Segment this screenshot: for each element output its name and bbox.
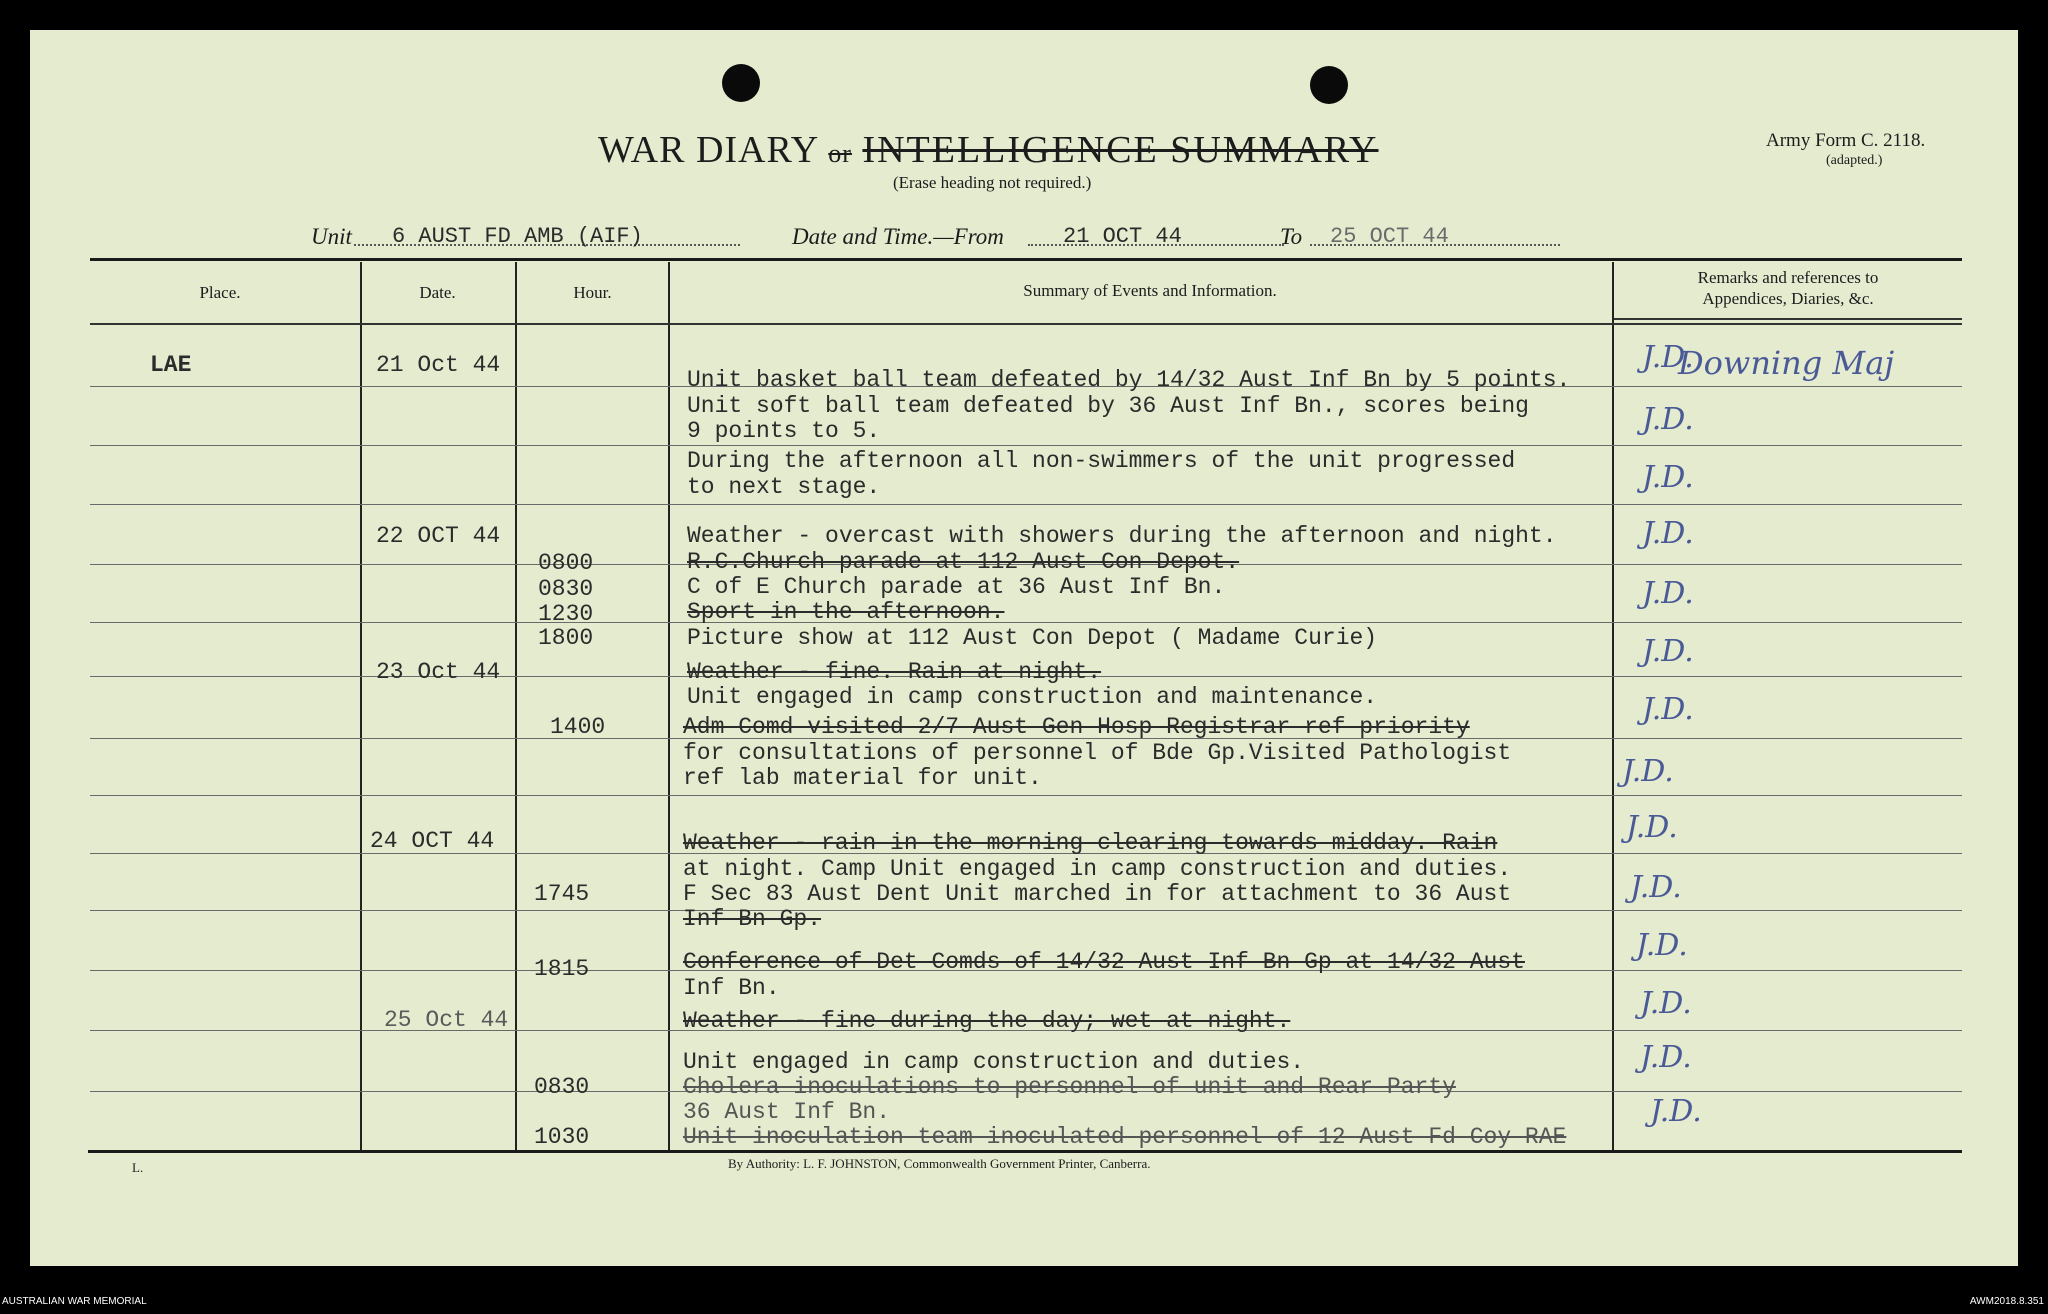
title-main: WAR DIARY <box>598 129 818 171</box>
summary-line: ref lab material for unit. <box>683 765 1042 791</box>
date-cell: 24 OCT 44 <box>370 828 495 854</box>
archive-credit: AUSTRALIAN WAR MEMORIAL <box>2 1296 147 1307</box>
hour-cell: 1030 <box>534 1124 590 1150</box>
date-cell: 21 Oct 44 <box>376 352 501 378</box>
initials-handwritten: J.D. <box>1640 986 1692 1021</box>
initials-handwritten: J.D. <box>1642 340 1694 375</box>
punch-hole <box>722 64 760 102</box>
summary-line: Inf Bn Gp. <box>683 906 822 932</box>
hour-cell: 1745 <box>534 881 590 907</box>
initials-handwritten: J.D. <box>1642 516 1694 551</box>
remarks-header-rule <box>1614 318 1962 320</box>
summary-line: Weather - overcast with showers during the afternoon and night. <box>687 523 1557 549</box>
summary-line: C of E Church parade at 36 Aust Inf Bn. <box>687 574 1226 600</box>
hour-cell: 1815 <box>534 956 590 982</box>
title-or: or <box>828 139 852 168</box>
summary-line: at night. Camp Unit engaged in camp construction and duties. <box>683 856 1512 882</box>
initials-handwritten: J.D. <box>1626 810 1678 845</box>
summary-line: Cholera inoculations to personnel of unit and Rear Party <box>683 1074 1456 1100</box>
col-header-place: Place. <box>199 283 241 302</box>
hour-cell: 0830 <box>534 1074 590 1100</box>
col-header-remarks-1: Remarks and references to <box>1697 268 1879 287</box>
hour-cell: 0800 <box>538 550 594 576</box>
col-header-date: Date. <box>419 283 456 302</box>
summary-line: Unit basket ball team defeated by 14/32 Aust Inf Bn by 5 points. <box>687 367 1571 393</box>
date-cell: 25 Oct 44 <box>384 1007 509 1033</box>
printer-authority: By Authority: L. F. JOHNSTON, Commonwealth Government Printer, Canberra. <box>728 1156 1151 1171</box>
initials-handwritten: J.D. <box>1640 1040 1692 1075</box>
header-rule <box>90 323 1962 325</box>
ruled-line <box>90 622 1962 623</box>
table-top-rule <box>90 258 1962 261</box>
hour-cell: 1800 <box>538 625 594 651</box>
to-value: 25 OCT 44 <box>1330 224 1449 249</box>
initials-handwritten: J.D. <box>1630 870 1682 905</box>
initials-handwritten: J.D. <box>1650 1094 1702 1129</box>
erase-note: (Erase heading not required.) <box>893 173 1092 192</box>
ruled-line <box>90 445 1962 446</box>
date-cell: 23 Oct 44 <box>376 659 501 685</box>
table-bottom-rule <box>88 1150 1962 1153</box>
summary-line: 36 Aust Inf Bn. <box>683 1099 891 1125</box>
page-title <box>598 128 1378 172</box>
punch-hole <box>1310 66 1348 104</box>
summary-line: Sport in the afternoon. <box>687 599 1005 625</box>
to-label: To <box>1280 224 1303 249</box>
ruled-line <box>90 795 1962 796</box>
summary-line: Unit soft ball team defeated by 36 Aust Inf Bn., scores being <box>687 393 1529 419</box>
unit-value: 6 AUST FD AMB (AIF) <box>392 224 643 249</box>
summary-line: Unit inoculation team inoculated personnel of 12 Aust Fd Coy RAE <box>683 1124 1567 1150</box>
summary-line: Weather - rain in the morning clearing towards midday. Rain <box>683 830 1498 856</box>
title-struck: INTELLIGENCE SUMMARY <box>862 129 1379 171</box>
form-mark: L. <box>132 1160 144 1175</box>
initials-handwritten: J.D. <box>1622 754 1674 789</box>
column-divider <box>515 262 517 1150</box>
summary-line: R.C.Church parade at 112 Aust Con Depot. <box>687 549 1240 575</box>
summary-line: Unit engaged in camp construction and maintenance. <box>687 684 1378 710</box>
summary-line: Inf Bn. <box>683 975 780 1001</box>
column-divider <box>668 262 670 1150</box>
summary-line: Unit engaged in camp construction and duties. <box>683 1049 1305 1075</box>
summary-line: to next stage. <box>687 474 881 500</box>
signature-handwritten: Downing Maj <box>1678 344 1895 382</box>
ruled-line <box>90 910 1962 911</box>
initials-handwritten: J.D. <box>1636 928 1688 963</box>
date-time-label: Date and Time.—From <box>792 224 1004 249</box>
summary-line: 9 points to 5. <box>687 418 881 444</box>
unit-label: Unit <box>311 224 352 249</box>
initials-handwritten: J.D. <box>1642 576 1694 611</box>
col-header-hour: Hour. <box>573 283 612 302</box>
from-value: 21 OCT 44 <box>1063 224 1182 249</box>
summary-line: Picture show at 112 Aust Con Depot ( Madame Curie) <box>687 625 1378 651</box>
summary-line: Conference of Det Comds of 14/32 Aust Inf Bn Gp at 14/32 Aust <box>683 949 1525 975</box>
initials-handwritten: J.D. <box>1642 460 1694 495</box>
initials-handwritten: J.D. <box>1642 634 1694 669</box>
initials-handwritten: J.D. <box>1642 692 1694 727</box>
hour-cell: 1400 <box>550 714 606 740</box>
col-header-remarks-2: Appendices, Diaries, &c. <box>1702 289 1874 308</box>
summary-line: Weather - fine. Rain at night. <box>687 659 1102 685</box>
column-divider <box>1612 262 1614 1150</box>
hour-cell: 1230 <box>538 601 594 627</box>
column-divider <box>360 262 362 1150</box>
summary-line: During the afternoon all non-swimmers of the unit progressed <box>687 448 1516 474</box>
hour-cell: 0830 <box>538 576 594 602</box>
col-header-summary: Summary of Events and Information. <box>1023 281 1277 300</box>
adapted-note: (adapted.) <box>1826 153 1883 168</box>
summary-line: Adm Comd visited 2/7 Aust Gen Hosp Registrar ref priority <box>683 714 1470 740</box>
initials-handwritten: J.D. <box>1642 402 1694 437</box>
date-cell: 22 OCT 44 <box>376 523 501 549</box>
summary-line: F Sec 83 Aust Dent Unit marched in for attachment to 36 Aust <box>683 881 1512 907</box>
ruled-line <box>90 504 1962 505</box>
army-form-number: Army Form C. 2118. <box>1766 130 1926 151</box>
archive-reference: AWM2018.8.351 <box>1969 1296 2044 1307</box>
summary-line: Weather - fine during the day; wet at night. <box>683 1008 1291 1034</box>
summary-line: for consultations of personnel of Bde Gp.Visited Pathologist <box>683 740 1512 766</box>
place-cell: LAE <box>150 352 192 378</box>
